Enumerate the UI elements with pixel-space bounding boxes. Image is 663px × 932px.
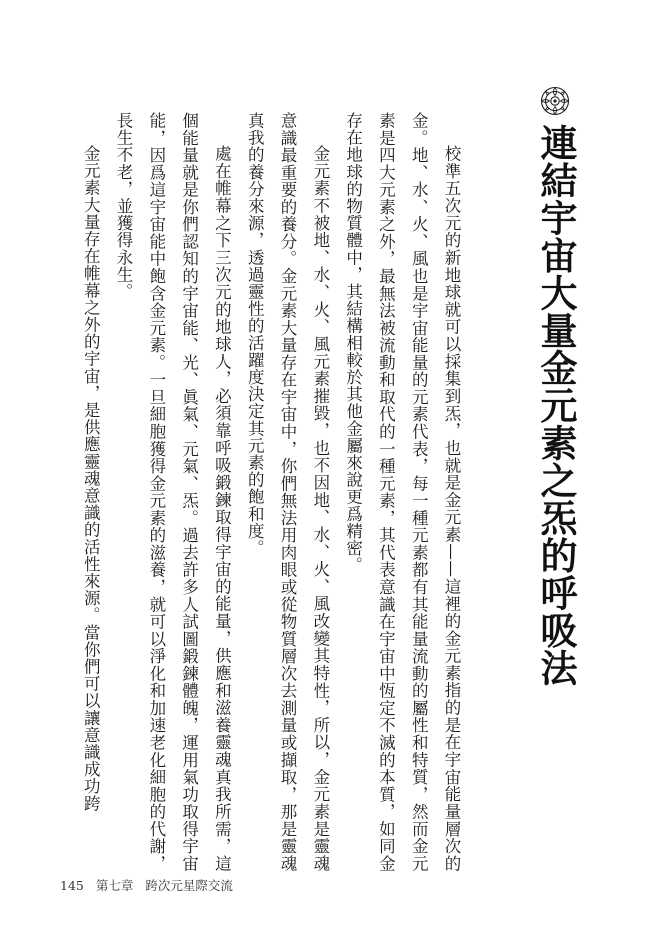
title-block (534, 86, 579, 687)
body-paragraph: 金元素不被地、水、火、風元素摧毀，也不因地、水、火、風改變其特性，所以，金元素是靈魂意識最重要的養分。金元素大量存在宇宙中，你們無法用肉眼或從物質層次去測量或擷取，那是靈魂真我的養分來源，透過靈性的活躍度決定其元素的飽和度。 (245, 112, 330, 872)
body-paragraph: 金元素大量存在帷幕之外的宇宙，是供應靈魂意識的活性來源。當你們可以讓意識成功跨 (81, 145, 101, 812)
chapter-title: 跨次元星際交流 (145, 878, 233, 893)
page-number: 145 (60, 878, 84, 893)
body-paragraph: 校準五次元的新地球就可以採集到炁，也就是金元素——這裡的金元素指的是在宇宙能量層次的金。地、水、火、風也是宇宙能量的元素代表，每一種元素都有其能量流動的屬性和特質，然而金元素是四大元素之外，最無法被流動和取代的一種元素，其代表意識在宇宙中恆定不滅的本質，如同金存在地球的物質體中，其結構相較於其他金屬來說更爲精密。 (343, 112, 461, 872)
page-footer (60, 876, 241, 894)
lotus-mandala-icon (540, 86, 570, 116)
chapter-section-title: 連結宇宙大量金元素之炁的呼吸法 (534, 124, 577, 687)
body-paragraph: 處在帷幕之下三次元的地球人，必須靠呼吸鍛鍊取得宇宙的能量，供應和滋養靈魂真我所需，這個能量就是你們認知的宇宙能、光、眞氣、元氣、炁。過去許多人試圖鍛鍊體魄，運用氣功取得宇宙能，因爲這宇宙能中飽含金元素。一旦細胞獲得金元素的滋養，就可以淨化和加速老化細胞的代謝，長生不老，並獲得永生。 (114, 112, 232, 872)
body-text (73, 112, 467, 872)
chapter-label: 第七章 (95, 878, 134, 893)
